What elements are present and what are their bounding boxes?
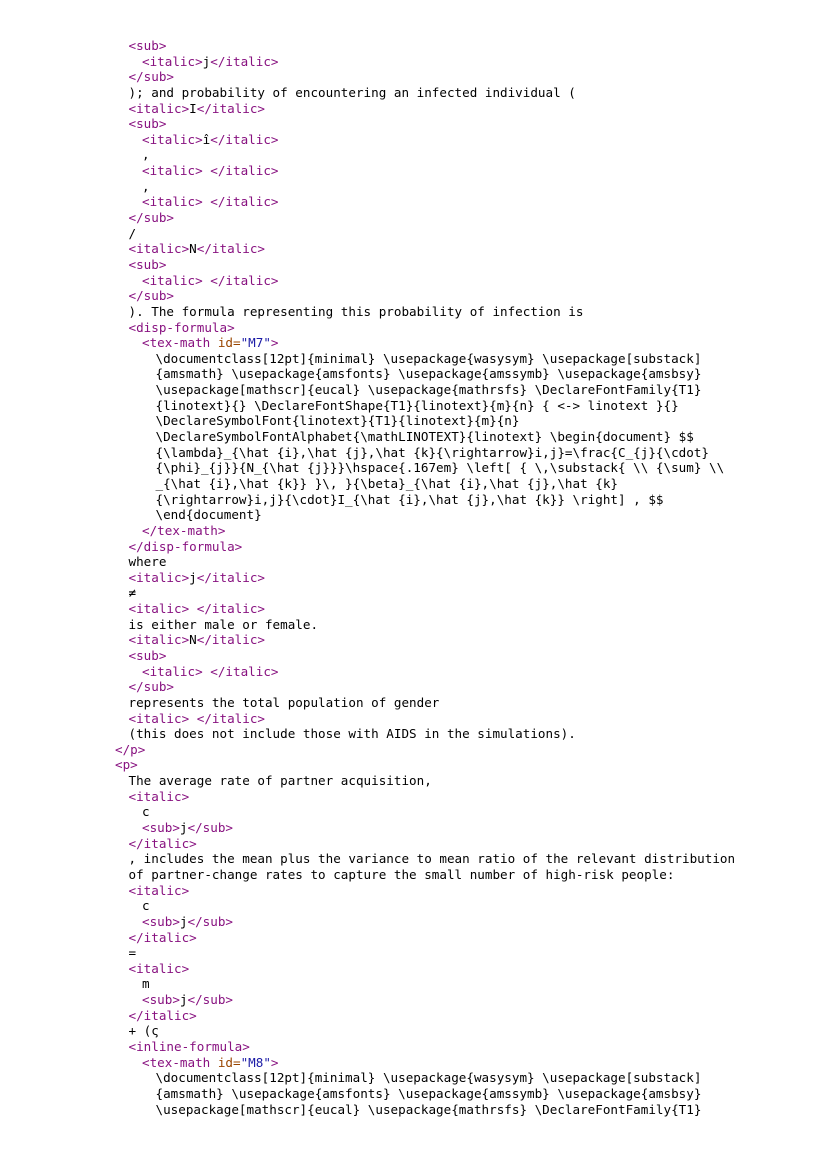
- xml-tag: <italic>: [142, 163, 203, 179]
- text-content: ); and probability of encountering an infected individual (: [128, 84, 576, 100]
- source-line: [115, 288, 735, 304]
- xml-tag: </p>: [115, 741, 146, 757]
- text-content: ≠: [128, 585, 137, 601]
- source-line: [115, 382, 735, 398]
- text-content: + (ς: [128, 1023, 159, 1039]
- text-content: j: [202, 53, 211, 69]
- source-line: [115, 210, 735, 226]
- xml-tag: </sub>: [128, 69, 174, 85]
- text-content: j: [189, 569, 197, 585]
- xml-tag: <sub>: [128, 647, 167, 663]
- source-line: [115, 194, 735, 210]
- source-line: [115, 1102, 735, 1118]
- source-line: [115, 54, 735, 70]
- xml-tag: <sub>: [128, 116, 167, 132]
- xml-tag: <italic>: [142, 663, 203, 679]
- text-content: {amsmath} \usepackage{amsfonts} \usepackage{amssymb} \usepackage{amsbsy}: [155, 1085, 702, 1101]
- text-content: \usepackage[mathscr]{eucal} \usepackage{mathrsfs} \DeclareFontFamily{T1}: [155, 1101, 702, 1117]
- source-line: [115, 867, 735, 883]
- xml-tag: </sub>: [187, 820, 234, 836]
- xml-tag: <italic>: [142, 53, 203, 69]
- source-line: [115, 914, 735, 930]
- source-line: [115, 898, 735, 914]
- xml-tag: </tex-math>: [142, 522, 226, 538]
- source-line: [115, 1039, 735, 1055]
- source-line: [115, 1008, 735, 1024]
- xml-tag: </italic>: [210, 163, 279, 179]
- source-line: [115, 257, 735, 273]
- xml-attribute-value: "M8": [240, 1054, 271, 1070]
- text-content: {\rightarrow}i,j}{\cdot}I_{\hat {i},\hat {j},\hat {k}} \right] , $$: [155, 491, 664, 507]
- source-line: [115, 664, 735, 680]
- xml-tag: </italic>: [196, 632, 266, 648]
- source-line: [115, 320, 735, 336]
- xml-tag: </sub>: [187, 913, 234, 929]
- xml-tag: <sub>: [142, 913, 180, 929]
- text-content: I: [189, 100, 197, 116]
- text-content: {amsmath} \usepackage{amsfonts} \usepackage{amssymb} \usepackage{amsbsy}: [155, 366, 702, 382]
- xml-tag: <italic>: [142, 194, 203, 210]
- text-content: of partner-change rates to capture the small number of high-risk people:: [128, 866, 675, 882]
- text-content: [189, 711, 197, 726]
- source-line: [115, 930, 735, 946]
- source-line: [115, 304, 735, 320]
- xml-tag: </italic>: [196, 710, 266, 726]
- text-content: where: [128, 554, 167, 570]
- text-content: , includes the mean plus the variance to mean ratio of the relevant distribution: [128, 851, 736, 867]
- xml-attribute: id=: [217, 335, 241, 351]
- xml-tag: </sub>: [128, 288, 174, 304]
- source-line: [115, 883, 735, 899]
- xml-tag: <italic>: [128, 100, 190, 116]
- source-line: [115, 820, 735, 836]
- xml-tag: </italic>: [210, 131, 279, 147]
- text-content: /: [128, 225, 137, 241]
- text-content: ,: [142, 178, 150, 194]
- text-content: j: [179, 992, 188, 1008]
- xml-tag: <italic>: [128, 601, 190, 617]
- source-line: [115, 132, 735, 148]
- source-line: [115, 116, 735, 132]
- xml-tag: <inline-formula>: [128, 1039, 250, 1054]
- source-line: [115, 851, 735, 867]
- source-line: [115, 101, 735, 117]
- source-line: [115, 617, 735, 633]
- text-content: is either male or female.: [128, 616, 319, 632]
- source-line: [115, 1086, 735, 1102]
- xml-tag: </italic>: [196, 100, 266, 116]
- source-line: [115, 757, 735, 773]
- text-content: [189, 601, 197, 616]
- source-line: [115, 69, 735, 85]
- xml-tag: </italic>: [196, 601, 266, 617]
- source-line: [115, 695, 735, 711]
- text-content: \usepackage[mathscr]{eucal} \usepackage{mathrsfs} \DeclareFontFamily{T1}: [155, 382, 702, 398]
- xml-tag: <italic>: [142, 272, 203, 288]
- xml-tag: <p>: [115, 757, 138, 773]
- source-line: [115, 398, 735, 414]
- source-line: [115, 539, 735, 555]
- source-line: [115, 1070, 735, 1086]
- xml-tag: <italic>: [128, 632, 190, 648]
- source-line: [115, 945, 735, 961]
- xml-tag: <tex-math: [142, 1054, 218, 1070]
- xml-tag: </italic>: [128, 929, 197, 945]
- text-content: N: [189, 632, 197, 648]
- text-content: î: [202, 131, 211, 147]
- source-line: [115, 804, 735, 820]
- xml-tag: <italic>: [142, 131, 203, 147]
- text-content: {\phi}_{j}}{N_{\hat {j}}}\hspace{.167em} \left[ { \,\substack{ \\ {\sum} \\: [155, 460, 725, 476]
- source-line: [115, 460, 735, 476]
- xml-attribute: id=: [217, 1054, 241, 1070]
- source-line: [115, 976, 735, 992]
- source-line: [115, 507, 735, 523]
- xml-tag: <disp-formula>: [128, 319, 235, 335]
- text-content: =: [128, 945, 137, 961]
- source-line: [115, 1023, 735, 1039]
- source-line: [115, 773, 735, 789]
- xml-tag: </sub>: [128, 210, 174, 226]
- source-line: [115, 632, 735, 648]
- text-content: \end{document}: [155, 507, 262, 523]
- xml-tag: </italic>: [128, 835, 197, 851]
- text-content: \DeclareSymbolFont{linotext}{T1}{linotext}{m}{n}: [155, 413, 520, 429]
- source-line: [115, 836, 735, 852]
- source-line: [115, 241, 735, 257]
- xml-tag: <italic>: [128, 569, 190, 585]
- source-line: [115, 726, 735, 742]
- source-line: [115, 163, 735, 179]
- xml-tag: </sub>: [128, 679, 174, 695]
- source-line: [115, 961, 735, 977]
- source-line: [115, 351, 735, 367]
- text-content: The average rate of partner acquisition,: [128, 773, 432, 789]
- source-line: [115, 554, 735, 570]
- text-content: {\lambda}_{\hat {i},\hat {j},\hat {k}{\rightarrow}i,j}=\frac{C_{j}{\cdot}: [155, 444, 709, 460]
- xml-tag: </italic>: [210, 272, 279, 288]
- source-line: [115, 601, 735, 617]
- source-line: [115, 85, 735, 101]
- text-content: ). The formula representing this probability of infection is: [128, 303, 584, 319]
- xml-tag: </disp-formula>: [128, 538, 243, 554]
- text-content: j: [179, 820, 188, 836]
- xml-tag: <sub>: [128, 256, 167, 272]
- source-line: [115, 648, 735, 664]
- text-content: \DeclareSymbolFontAlphabet{\mathLINOTEXT}{linotext} \begin{document} $$: [155, 429, 694, 445]
- xml-tag: <italic>: [128, 788, 190, 804]
- text-content: {linotext}{} \DeclareFontShape{T1}{linotext}{m}{n} { <-> linotext }{}: [155, 397, 679, 413]
- source-line: [115, 335, 735, 351]
- text-content: j: [179, 913, 188, 929]
- source-line: [115, 179, 735, 195]
- source-line: [115, 992, 735, 1008]
- text-content: c: [142, 898, 150, 914]
- source-line: [115, 679, 735, 695]
- xml-tag: <italic>: [128, 960, 190, 976]
- text-content: ,: [142, 147, 150, 163]
- xml-tag: <sub>: [128, 38, 167, 53]
- xml-tag: </italic>: [210, 663, 279, 679]
- text-content: _{\hat {i},\hat {k}} }\, }{\beta}_{\hat {i},\hat {j},\hat {k}: [155, 475, 619, 491]
- source-line: [115, 429, 735, 445]
- xml-tag: <italic>: [128, 882, 190, 898]
- source-line: [115, 492, 735, 508]
- source-line: [115, 38, 735, 54]
- xml-tag: <italic>: [128, 710, 190, 726]
- xml-tag: >: [270, 335, 279, 351]
- source-line: [115, 789, 735, 805]
- source-line: [115, 413, 735, 429]
- xml-tag: </italic>: [196, 241, 266, 257]
- xml-source-view: [115, 38, 735, 1117]
- source-line: [115, 742, 735, 758]
- text-content: m: [142, 976, 150, 992]
- text-content: N: [189, 241, 197, 257]
- source-line: [115, 476, 735, 492]
- xml-tag: <sub>: [142, 992, 180, 1008]
- source-line: [115, 147, 735, 163]
- xml-tag: </italic>: [210, 194, 279, 210]
- text-content: (this does not include those with AIDS in the simulations).: [128, 726, 576, 742]
- xml-tag: <italic>: [128, 241, 190, 257]
- source-line: [115, 1055, 735, 1071]
- xml-tag: </italic>: [210, 53, 279, 69]
- source-line: [115, 523, 735, 539]
- xml-tag: <tex-math: [142, 335, 218, 351]
- xml-tag: </italic>: [196, 569, 266, 585]
- text-content: \documentclass[12pt]{minimal} \usepackage{wasysym} \usepackage[substack]: [155, 350, 702, 366]
- xml-tag: </italic>: [128, 1007, 197, 1023]
- source-line: [115, 226, 735, 242]
- xml-tag: </sub>: [187, 992, 234, 1008]
- source-line: [115, 273, 735, 289]
- text-content: c: [142, 804, 150, 820]
- xml-tag: <sub>: [142, 820, 180, 836]
- source-line: [115, 366, 735, 382]
- text-content: represents the total population of gender: [128, 694, 440, 710]
- source-line: [115, 585, 735, 601]
- source-line: [115, 570, 735, 586]
- source-line: [115, 445, 735, 461]
- source-line: [115, 711, 735, 727]
- xml-attribute-value: "M7": [240, 335, 271, 351]
- xml-tag: >: [270, 1054, 279, 1070]
- text-content: \documentclass[12pt]{minimal} \usepackage{wasysym} \usepackage[substack]: [155, 1070, 702, 1086]
